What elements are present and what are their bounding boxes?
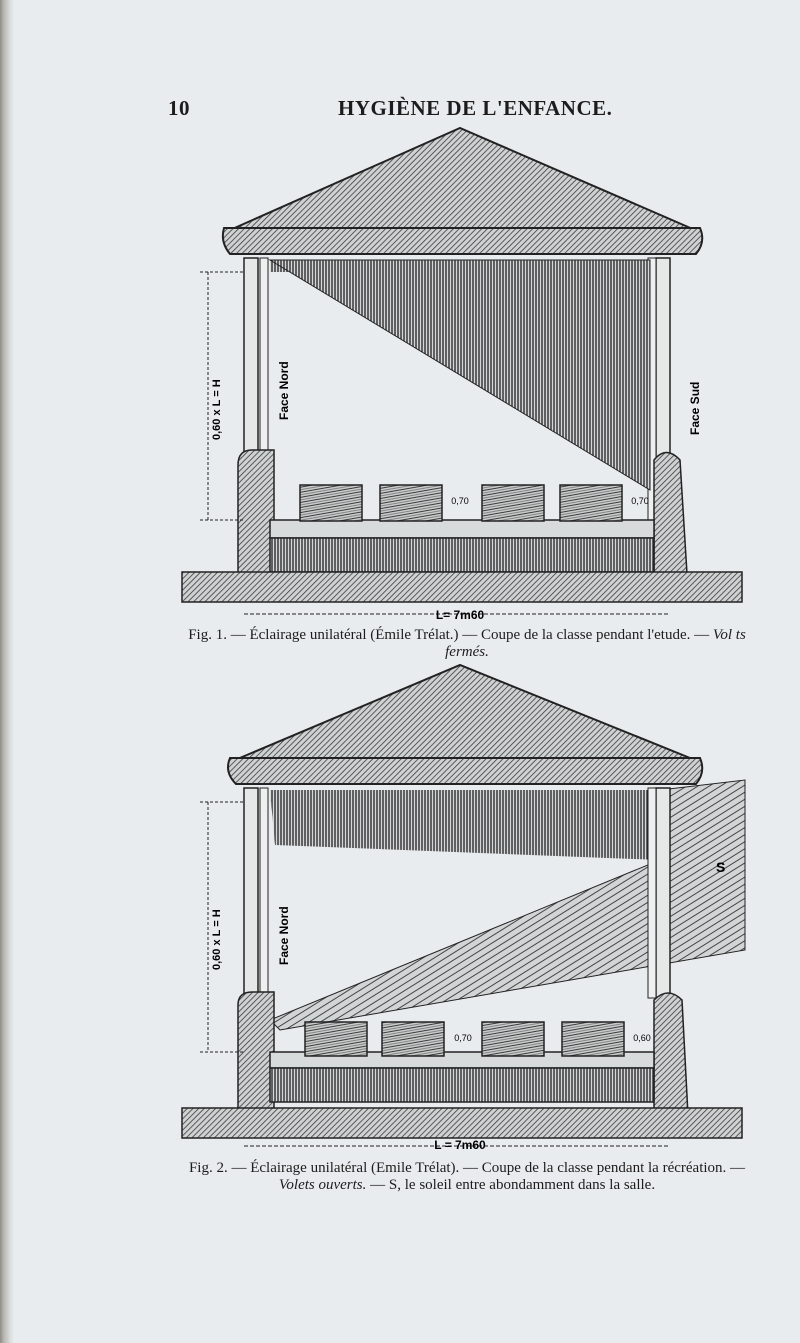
height-label: 0,60 x L = H	[211, 379, 223, 440]
desk	[305, 1022, 367, 1056]
figure-1-cross-section	[160, 120, 760, 625]
figure-1-caption	[172, 627, 762, 661]
desk-measure-label: 0,70	[631, 496, 649, 506]
ground	[182, 572, 742, 602]
face-sud-label: Face Sud	[688, 381, 702, 435]
fig1-caption-italic: Vol ts fermés.	[445, 627, 746, 660]
desk	[380, 485, 442, 521]
fig2-label: Fig. 2.	[188, 1160, 228, 1176]
desk-measure-label: 0,70	[454, 1033, 472, 1043]
left-pier	[238, 450, 274, 590]
roof	[230, 128, 695, 230]
shadow-area	[270, 790, 660, 860]
desk	[482, 1022, 544, 1056]
left-pier	[238, 992, 274, 1115]
cornice	[223, 228, 702, 254]
fig2-caption-text: — Éclairage unilatéral (Emile Trélat). — Coupe de la classe pendant la récréation. —	[231, 1160, 746, 1176]
face-nord-label: Face Nord	[277, 906, 291, 965]
running-title: HYGIÈNE DE L'ENFANCE.	[338, 96, 613, 120]
face-nord-label: Face Nord	[277, 361, 291, 420]
right-pier	[654, 453, 688, 591]
figure-2-caption	[172, 1160, 762, 1194]
shadow-area	[270, 260, 650, 490]
ground	[182, 1108, 742, 1138]
desk	[560, 485, 622, 521]
roof	[235, 665, 695, 760]
fig2-caption-italic: Volets ouverts.	[278, 1177, 367, 1193]
width-label: L = 7m60	[434, 1138, 486, 1150]
desk-measure-label: 0,70	[451, 496, 469, 506]
fig2-caption-tail: — S, le soleil entre abondamment dans la salle.	[370, 1177, 656, 1193]
cornice	[228, 758, 702, 784]
desk	[300, 485, 362, 521]
height-label: 0,60 x L = H	[211, 909, 223, 970]
page-number: 10	[168, 96, 190, 120]
page-binding-edge	[0, 0, 14, 1343]
fig1-caption-text: — Éclairage unilatéral (Émile Trélat.) — Coupe de la classe pendant l'etude. —	[230, 627, 710, 643]
sun-label: S	[716, 859, 726, 875]
fig1-label: Fig. 1.	[188, 627, 227, 643]
width-label: L= 7m60	[435, 608, 485, 622]
right-pier	[654, 993, 688, 1115]
right-wall	[656, 788, 670, 998]
figure-2-cross-section	[160, 660, 760, 1150]
desk	[482, 485, 544, 521]
page-header	[168, 96, 638, 120]
desk	[382, 1022, 444, 1056]
desk	[562, 1022, 624, 1056]
desk-measure-label: 0,60	[633, 1033, 651, 1043]
floor	[270, 520, 654, 538]
